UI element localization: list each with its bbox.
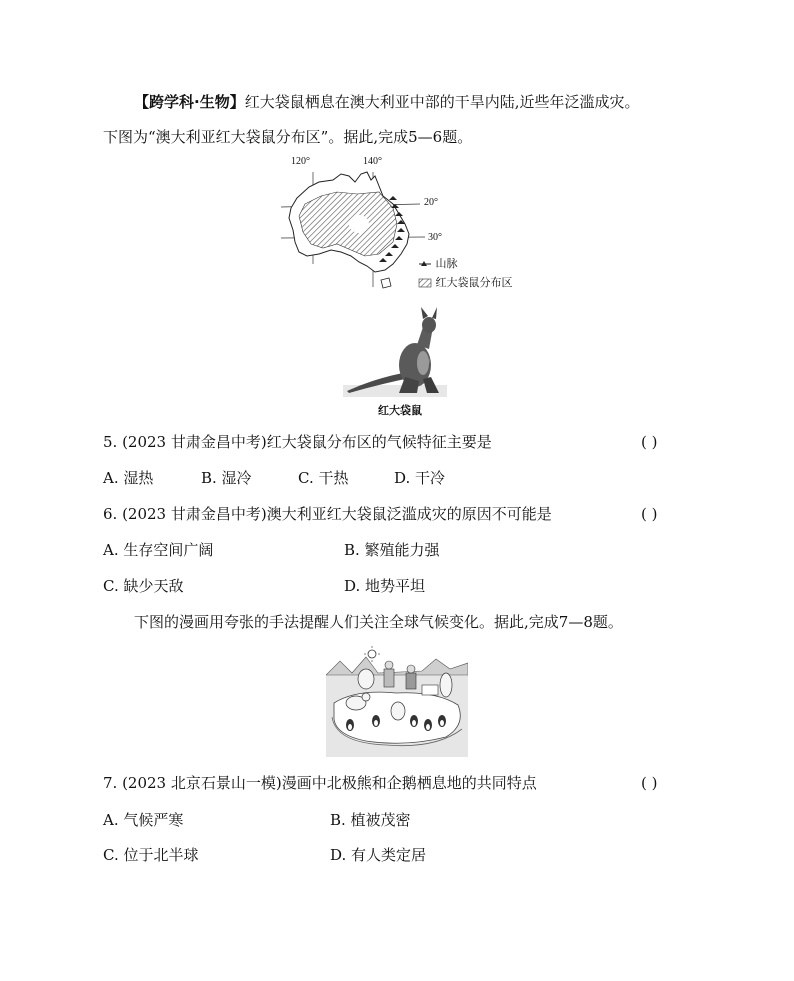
q5-option-b[interactable]: B. 湿冷 bbox=[201, 469, 252, 487]
question-6-stem: 6. (2023 甘肃金昌中考)澳大利亚红大袋鼠泛滥成灾的原因不可能是 bbox=[103, 505, 552, 523]
lon-label-120: 120° bbox=[291, 156, 310, 167]
q7-option-d[interactable]: D. 有人类定居 bbox=[330, 846, 427, 864]
subject-tag: 【跨学科·生物】 bbox=[134, 93, 245, 111]
cartoon-image bbox=[326, 645, 468, 757]
q7-option-c[interactable]: C. 位于北半球 bbox=[103, 846, 199, 864]
intro-line-2: 下图为“澳大利亚红大袋鼠分布区”。据此,完成5—6题。 bbox=[103, 128, 473, 146]
intro-2: 下图的漫画用夸张的手法提醒人们关注全球气候变化。据此,完成7—8题。 bbox=[134, 613, 623, 631]
intro-text-1: 红大袋鼠栖息在澳大利亚中部的干旱内陆,近些年泛滥成灾。 bbox=[244, 93, 640, 111]
photo-caption: 红大袋鼠 bbox=[378, 404, 422, 417]
kangaroo-image bbox=[343, 307, 447, 397]
question-7-answer-blank: ( ) bbox=[641, 774, 658, 792]
mountain-range-icon bbox=[418, 260, 432, 268]
q6-option-b[interactable]: B. 繁殖能力强 bbox=[344, 541, 440, 559]
intro-line-1 bbox=[134, 92, 639, 112]
legend-item-distribution bbox=[418, 274, 513, 290]
q7-option-a[interactable]: A. 气候严寒 bbox=[103, 811, 184, 829]
q5-option-a[interactable]: A. 湿热 bbox=[103, 469, 154, 487]
tasmania bbox=[381, 278, 391, 288]
legend-item-mountain bbox=[418, 255, 458, 271]
legend-label-distribution: 红大袋鼠分布区 bbox=[435, 276, 513, 289]
lat-label-20: 20° bbox=[424, 197, 438, 208]
question-6-answer-blank: ( ) bbox=[641, 505, 658, 523]
q6-option-c[interactable]: C. 缺少天敌 bbox=[103, 577, 184, 595]
q6-option-a[interactable]: A. 生存空间广阔 bbox=[103, 541, 214, 559]
question-5-stem: 5. (2023 甘肃金昌中考)红大袋鼠分布区的气候特征主要是 bbox=[103, 433, 492, 451]
lon-label-140: 140° bbox=[363, 156, 382, 167]
climate-cartoon bbox=[326, 645, 468, 757]
question-5-answer-blank: ( ) bbox=[641, 433, 658, 451]
q5-option-c[interactable]: C. 干热 bbox=[298, 469, 349, 487]
q5-option-d[interactable]: D. 干冷 bbox=[394, 469, 446, 487]
australia-map bbox=[275, 152, 535, 297]
non-distribution-patch bbox=[349, 215, 369, 233]
legend-label-mountain: 山脉 bbox=[435, 257, 458, 270]
kangaroo-photo bbox=[343, 307, 447, 397]
lat-label-30: 30° bbox=[428, 232, 442, 243]
q6-option-d[interactable]: D. 地势平坦 bbox=[344, 577, 426, 595]
q7-option-b[interactable]: B. 植被茂密 bbox=[330, 811, 411, 829]
question-7-stem: 7. (2023 北京石景山一模)漫画中北极熊和企鹅栖息地的共同特点 bbox=[103, 774, 537, 792]
hatched-area-icon bbox=[418, 278, 432, 288]
